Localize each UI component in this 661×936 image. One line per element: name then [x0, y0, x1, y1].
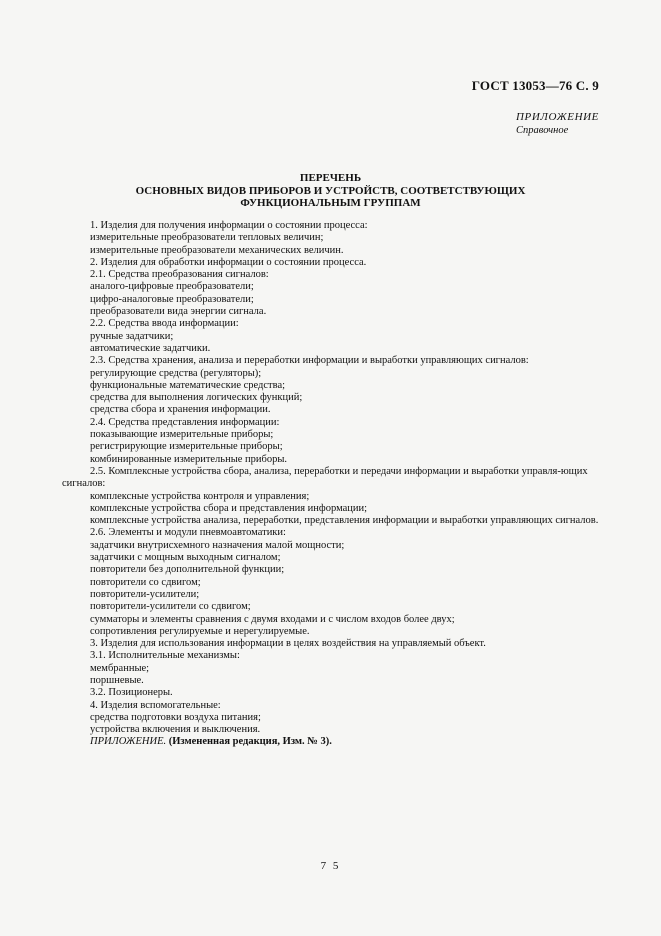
- list-item: 2.4. Средства представления информации:: [90, 416, 280, 428]
- list-item: 2.6. Элементы и модули пневмоавтоматики:: [90, 527, 286, 539]
- list-item: регулирующие средства (регуляторы);: [90, 367, 262, 379]
- list-item: аналого-цифровые преобразователи;: [90, 281, 254, 293]
- list-item: сопротивления регулируемые и нерегулируемые.: [90, 625, 310, 637]
- list-item: преобразователи вида энергии сигнала.: [90, 306, 267, 318]
- document-code: ГОСТ 13053—76 С. 9: [471, 78, 599, 93]
- list-item: измерительные преобразователи механических величин.: [90, 244, 344, 256]
- title-line-1: ПЕРЕЧЕНЬ: [299, 172, 362, 184]
- list-item: показывающие измерительные приборы;: [90, 429, 274, 441]
- list-item: 2.1. Средства преобразования сигналов:: [90, 269, 269, 281]
- list-item: функциональные математические средства;: [90, 379, 286, 391]
- list-item: 2. Изделия для обработки информации о состоянии процесса.: [90, 256, 367, 268]
- appendix-label: ПРИЛОЖЕНИЕ: [516, 111, 599, 123]
- list-item: 4. Изделия вспомогательные:: [90, 699, 221, 711]
- list-item: измерительные преобразователи тепловых величин;: [90, 232, 324, 244]
- list-item: средства сбора и хранения информации.: [90, 404, 271, 416]
- list-item: поршневые.: [90, 674, 144, 686]
- list-item: 2.5. Комплексные устройства сбора, анализа, переработки и передачи информации и выработки управля-ющих сигналов:: [62, 465, 588, 490]
- list-item: 2.2. Средства ввода информации:: [90, 318, 239, 330]
- list-item: ручные задатчики;: [90, 330, 174, 342]
- list-item: повторители-усилители со сдвигом;: [90, 601, 251, 613]
- list-item: мембранные;: [90, 662, 150, 674]
- appendix-label-block: [516, 111, 599, 137]
- appendix-type: Справочное: [516, 125, 569, 136]
- amendment-note-label: ПРИЛОЖЕНИЕ.: [90, 736, 167, 748]
- page-number: 7 5: [320, 860, 341, 872]
- list-item: 3.1. Исполнительные механизмы:: [90, 650, 240, 662]
- list-item: задатчики с мощным выходным сигналом;: [90, 552, 281, 564]
- list-item: комплексные устройства сбора и представления информации;: [90, 502, 368, 514]
- title-line-3: ФУНКЦИОНАЛЬНЫМ ГРУППАМ: [240, 197, 421, 209]
- list-item: средства подготовки воздуха питания;: [90, 711, 261, 723]
- list-item: регистрирующие измерительные приборы;: [90, 441, 283, 453]
- list-item: комбинированные измерительные приборы.: [90, 453, 288, 465]
- list-item: 3. Изделия для использования информации в целях воздействия на управляемый объект.: [90, 638, 486, 650]
- list-body: [62, 220, 600, 749]
- list-item: устройства включения и выключения.: [90, 724, 261, 736]
- list-item: комплексные устройства контроля и управления;: [90, 490, 310, 502]
- amendment-note-text: (Измененная редакция, Изм. № 3).: [168, 736, 332, 748]
- list-item: автоматические задатчики.: [90, 342, 211, 354]
- list-item: средства для выполнения логических функций;: [90, 392, 303, 404]
- list-item: 3.2. Позиционеры.: [90, 687, 173, 699]
- list-item: сумматоры и элементы сравнения с двумя входами и с числом входов более двух;: [90, 613, 455, 625]
- list-item: 2.3. Средства хранения, анализа и переработки информации и выработки управляющих сигналов:: [90, 355, 529, 367]
- list-item: задатчики внутрисхемного назначения малой мощности;: [90, 539, 345, 551]
- list-item: повторители-усилители;: [90, 588, 200, 600]
- list-item: цифро-аналоговые преобразователи;: [90, 293, 254, 305]
- list-item: повторители со сдвигом;: [90, 576, 201, 588]
- list-item: 1. Изделия для получения информации о состоянии процесса:: [90, 220, 368, 231]
- list-item: комплексные устройства анализа, переработки, представления информации и выработки управляющих сигналов.: [90, 515, 599, 527]
- list-item: повторители без дополнительной функции;: [90, 564, 285, 576]
- amendment-note: [62, 736, 600, 748]
- title-line-2: ОСНОВНЫХ ВИДОВ ПРИБОРОВ И УСТРОЙСТВ, СООТВЕТСТВУЮЩИХ: [135, 184, 526, 197]
- document-title: [60, 172, 601, 210]
